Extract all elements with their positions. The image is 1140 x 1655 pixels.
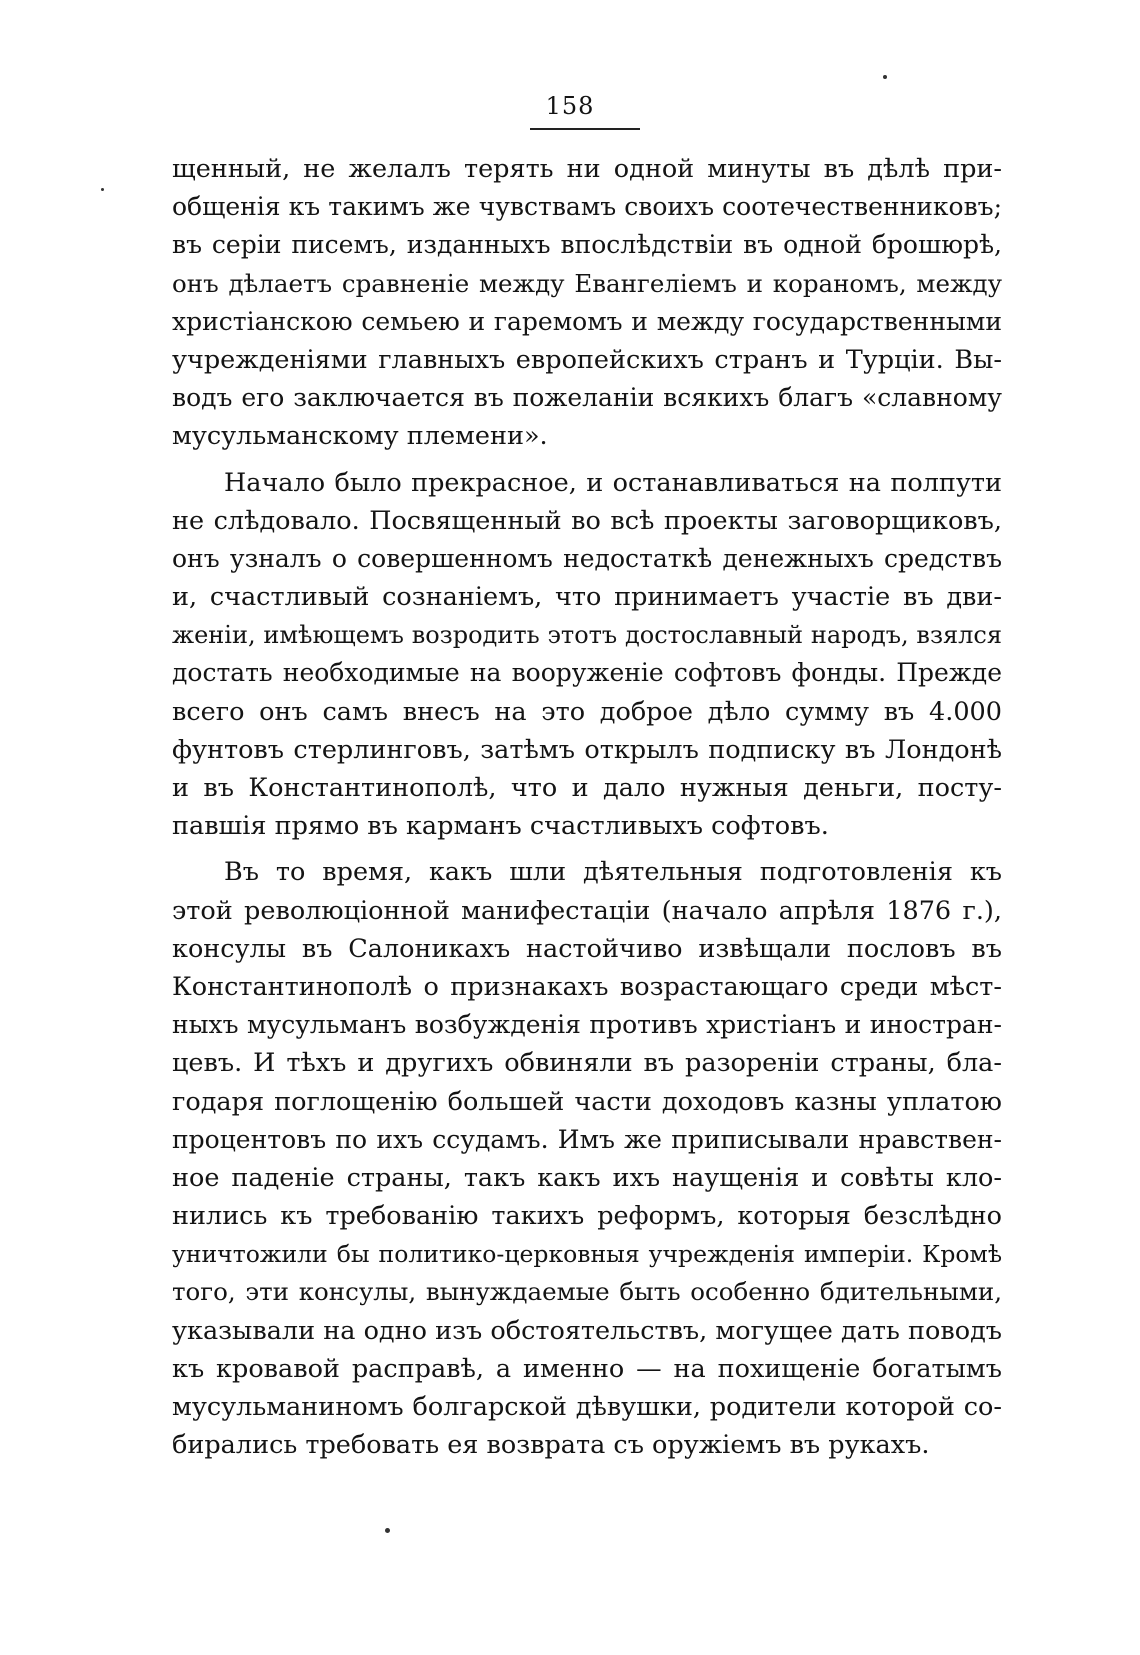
paragraph-gap <box>172 456 1002 464</box>
text-line: мусульманиномъ болгарской дѣвушки, родители которой со- <box>172 1392 1002 1422</box>
body-text <box>172 150 1002 1464</box>
text-line: фунтовъ стерлинговъ, затѣмъ открылъ подписку въ Лондонѣ <box>172 734 1002 765</box>
text-line: къ кровавой расправѣ, а именно — на похищеніе богатымъ <box>172 1353 1002 1384</box>
text-line: павшія прямо въ карманъ счастливыхъ софтовъ. <box>172 811 829 842</box>
text-line: нились къ требованію такихъ реформъ, которыя безслѣдно <box>172 1201 1002 1232</box>
text-line: христіанскою семьею и гаремомъ и между государственными <box>172 306 1002 336</box>
text-line: общенія къ такимъ же чувствамъ своихъ соотечественниковъ; <box>172 192 1002 222</box>
page-number: 158 <box>545 92 595 120</box>
ink-speck <box>101 188 104 191</box>
text-line: Константинополѣ о признакахъ возрастающаго среди мѣст- <box>172 971 1002 1002</box>
paragraph-gap <box>172 845 1002 853</box>
text-line: Въ то время, какъ шли дѣятельныя подготовленія къ <box>224 857 1002 888</box>
text-line: уничтожили бы политико-церковныя учрежденія имперіи. Кромѣ <box>172 1240 1002 1269</box>
text-line: не слѣдовало. Посвященный во всѣ проекты заговорщиковъ, <box>172 505 1002 536</box>
page-number-rule <box>530 128 640 130</box>
paragraph-2 <box>172 464 1002 846</box>
text-line: ное паденіе страны, такъ какъ ихъ наущенія и совѣты кло- <box>172 1162 1002 1193</box>
text-line: женіи, имѣющемъ возродить этотъ достославный народъ, взялся <box>172 621 1002 650</box>
text-line: щенный, не желалъ терять ни одной минуты въ дѣлѣ при- <box>172 154 1002 184</box>
text-line: ныхъ мусульманъ возбужденія противъ христіанъ и иностран- <box>172 1010 1002 1040</box>
text-line: процентовъ по ихъ ссудамъ. Имъ же приписывали нравствен- <box>172 1124 1002 1154</box>
text-line: Начало было прекрасное, и останавливаться на полпути <box>224 467 1002 498</box>
ink-speck <box>883 75 887 79</box>
text-line: онъ дѣлаетъ сравненіе между Евангеліемъ и кораномъ, между <box>172 268 1002 298</box>
text-line: въ серіи писемъ, изданныхъ впослѣдствіи въ одной брошюрѣ, <box>172 230 1002 260</box>
text-line: указывали на одно изъ обстоятельствъ, могущее дать поводъ <box>172 1315 1002 1346</box>
ink-speck <box>385 1528 390 1533</box>
text-line: водъ его заключается въ пожеланіи всякихъ благъ «славному <box>172 383 1002 413</box>
text-line: всего онъ самъ внесъ на это доброе дѣло сумму въ 4.000 <box>172 696 1002 727</box>
text-line: онъ узналъ о совершенномъ недостаткѣ денежныхъ средствъ <box>172 543 1002 573</box>
text-line: цевъ. И тѣхъ и другихъ обвиняли въ разореніи страны, бла- <box>172 1048 1002 1079</box>
paragraph-3 <box>172 853 1002 1464</box>
text-line: и, счастливый сознаніемъ, что принимаетъ участіе въ дви- <box>172 582 1002 613</box>
text-line: и въ Константинополѣ, что и дало нужныя деньги, посту- <box>172 773 1002 803</box>
text-line: консулы въ Салоникахъ настойчиво извѣщали пословъ въ <box>172 933 1002 964</box>
text-line: учрежденіями главныхъ европейскихъ странъ и Турціи. Вы- <box>172 344 1002 375</box>
text-line: этой революціонной манифестаціи (начало апрѣля 1876 г.), <box>172 895 1002 926</box>
text-line: бирались требовать ея возврата съ оружіемъ въ рукахъ. <box>172 1430 930 1461</box>
text-line: достать необходимые на вооруженіе софтовъ фонды. Прежде <box>172 658 1002 688</box>
text-line: того, эти консулы, вынуждаемые быть особенно бдительными, <box>172 1277 1002 1307</box>
paragraph-1 <box>172 150 1002 456</box>
text-line: годаря поглощенію большей части доходовъ казны уплатою <box>172 1086 1002 1117</box>
text-line: мусульманскому племени». <box>172 421 548 452</box>
